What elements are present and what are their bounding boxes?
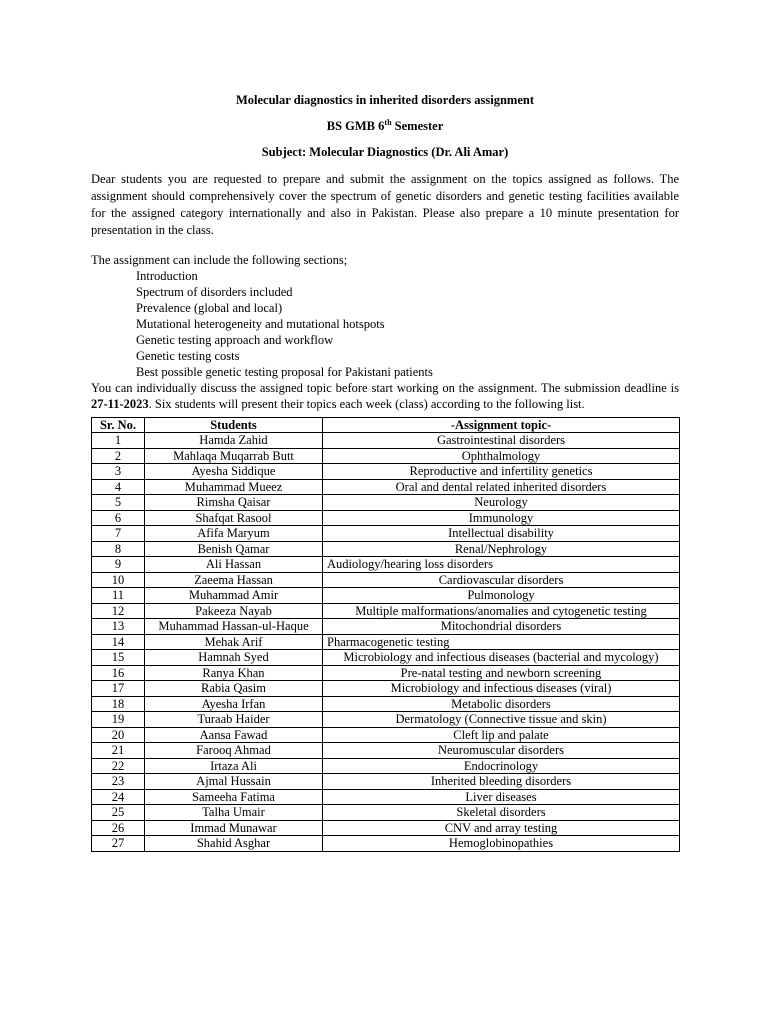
cell-topic: CNV and array testing <box>323 820 680 836</box>
cell-student: Hamda Zahid <box>145 433 323 449</box>
cell-sr-no: 12 <box>92 603 145 619</box>
cell-sr-no: 18 <box>92 696 145 712</box>
cell-student: Ali Hassan <box>145 557 323 573</box>
cell-student: Ayesha Siddique <box>145 464 323 480</box>
table-row <box>92 650 680 666</box>
header-students: Students <box>145 417 323 433</box>
table-row <box>92 758 680 774</box>
subtitle-program: BS GMB 6 <box>326 119 385 133</box>
cell-student: Turaab Haider <box>145 712 323 728</box>
cell-student: Pakeeza Nayab <box>145 603 323 619</box>
cell-sr-no: 6 <box>92 510 145 526</box>
cell-topic: Dermatology (Connective tissue and skin) <box>323 712 680 728</box>
section-item: Prevalence (global and local) <box>136 300 283 315</box>
cell-sr-no: 7 <box>92 526 145 542</box>
cell-student: Benish Qamar <box>145 541 323 557</box>
cell-sr-no: 21 <box>92 743 145 759</box>
cell-student: Hamnah Syed <box>145 650 323 666</box>
cell-topic: Metabolic disorders <box>323 696 680 712</box>
cell-student: Muhammad Amir <box>145 588 323 604</box>
cell-sr-no: 1 <box>92 433 145 449</box>
table-row <box>92 743 680 759</box>
cell-sr-no: 23 <box>92 774 145 790</box>
cell-topic: Multiple malformations/anomalies and cytogenetic testing <box>323 603 680 619</box>
cell-student: Ranya Khan <box>145 665 323 681</box>
cell-sr-no: 25 <box>92 805 145 821</box>
cell-topic: Microbiology and infectious diseases (bacterial and mycology) <box>323 650 680 666</box>
cell-student: Shafqat Rasool <box>145 510 323 526</box>
deadline-paragraph <box>91 380 679 412</box>
cell-sr-no: 9 <box>92 557 145 573</box>
cell-topic: Pharmacogenetic testing <box>323 634 680 650</box>
table-row <box>92 541 680 557</box>
cell-sr-no: 10 <box>92 572 145 588</box>
cell-topic: Immunology <box>323 510 680 526</box>
section-item: Mutational heterogeneity and mutational hotspots <box>136 316 385 331</box>
cell-topic: Pulmonology <box>323 588 680 604</box>
cell-topic: Skeletal disorders <box>323 805 680 821</box>
document-subject: Subject: Molecular Diagnostics (Dr. Ali Amar) <box>261 145 509 159</box>
intro-paragraph: Dear students you are requested to prepare and submit the assignment on the topics assigned as follows. The assignment should comprehensively cover the spectrum of genetic disorders and genetic testing facilities available for the assigned category internationally and also in Pakistan. Please also prepare a 10 minute presentation for presentation in the class. <box>91 172 679 237</box>
document-title: Molecular diagnostics in inherited disorders assignment <box>235 93 535 107</box>
sections-list <box>91 268 679 380</box>
sections-intro: The assignment can include the following sections; <box>91 252 348 267</box>
cell-sr-no: 5 <box>92 495 145 511</box>
cell-topic: Pre-natal testing and newborn screening <box>323 665 680 681</box>
cell-topic: Endocrinology <box>323 758 680 774</box>
table-row <box>92 681 680 697</box>
section-item: Spectrum of disorders included <box>136 284 293 299</box>
cell-topic: Audiology/hearing loss disorders <box>323 557 680 573</box>
table-row <box>92 557 680 573</box>
section-item: Genetic testing approach and workflow <box>136 332 334 347</box>
document-page <box>91 88 679 852</box>
cell-topic: Neurology <box>323 495 680 511</box>
cell-student: Mahlaqa Muqarrab Butt <box>145 448 323 464</box>
subtitle-ordinal: th <box>384 117 392 127</box>
subtitle-semester: Semester <box>391 119 444 133</box>
cell-student: Ayesha Irfan <box>145 696 323 712</box>
cell-student: Muhammad Hassan-ul-Haque <box>145 619 323 635</box>
cell-topic: Neuromuscular disorders <box>323 743 680 759</box>
table-row <box>92 448 680 464</box>
table-row <box>92 572 680 588</box>
cell-topic: Mitochondrial disorders <box>323 619 680 635</box>
cell-sr-no: 13 <box>92 619 145 635</box>
table-row <box>92 712 680 728</box>
cell-student: Aansa Fawad <box>145 727 323 743</box>
cell-student: Rabia Qasim <box>145 681 323 697</box>
cell-sr-no: 14 <box>92 634 145 650</box>
table-row <box>92 774 680 790</box>
cell-student: Afifa Maryum <box>145 526 323 542</box>
cell-topic: Renal/Nephrology <box>323 541 680 557</box>
cell-student: Shahid Asghar <box>145 836 323 852</box>
table-row <box>92 526 680 542</box>
cell-sr-no: 27 <box>92 836 145 852</box>
table-row <box>92 495 680 511</box>
section-item: Best possible genetic testing proposal for Pakistani patients <box>136 364 433 379</box>
cell-student: Farooq Ahmad <box>145 743 323 759</box>
table-row <box>92 464 680 480</box>
cell-sr-no: 16 <box>92 665 145 681</box>
table-header-row <box>92 417 680 433</box>
assignment-table <box>91 417 680 852</box>
cell-sr-no: 2 <box>92 448 145 464</box>
table-row <box>92 510 680 526</box>
cell-topic: Inherited bleeding disorders <box>323 774 680 790</box>
cell-student: Muhammad Mueez <box>145 479 323 495</box>
cell-student: Ajmal Hussain <box>145 774 323 790</box>
cell-topic: Intellectual disability <box>323 526 680 542</box>
cell-topic: Cleft lip and palate <box>323 727 680 743</box>
cell-sr-no: 19 <box>92 712 145 728</box>
deadline-date: 27-11-2023 <box>91 396 149 411</box>
cell-sr-no: 11 <box>92 588 145 604</box>
cell-topic: Gastrointestinal disorders <box>323 433 680 449</box>
deadline-text-end: . Six students will present their topics each week (class) according to the following list. <box>148 396 585 411</box>
table-row <box>92 479 680 495</box>
table-row <box>92 820 680 836</box>
table-row <box>92 696 680 712</box>
cell-sr-no: 17 <box>92 681 145 697</box>
table-row <box>92 588 680 604</box>
cell-sr-no: 4 <box>92 479 145 495</box>
cell-topic: Cardiovascular disorders <box>323 572 680 588</box>
cell-sr-no: 26 <box>92 820 145 836</box>
header-assignment-topic: -Assignment topic- <box>323 417 680 433</box>
cell-topic: Reproductive and infertility genetics <box>323 464 680 480</box>
header-sr-no: Sr. No. <box>92 417 145 433</box>
section-item: Genetic testing costs <box>136 348 240 363</box>
table-row <box>92 433 680 449</box>
document-subtitle <box>91 119 679 135</box>
cell-sr-no: 8 <box>92 541 145 557</box>
table-row <box>92 836 680 852</box>
cell-sr-no: 24 <box>92 789 145 805</box>
assignment-table-body <box>92 433 680 852</box>
section-item: Introduction <box>136 268 198 283</box>
table-row <box>92 727 680 743</box>
cell-topic: Microbiology and infectious diseases (viral) <box>323 681 680 697</box>
deadline-text: You can individually discuss the assigned topic before start working on the assignment. The submission deadline is <box>91 380 679 395</box>
cell-sr-no: 3 <box>92 464 145 480</box>
cell-student: Mehak Arif <box>145 634 323 650</box>
cell-student: Sameeha Fatima <box>145 789 323 805</box>
cell-sr-no: 20 <box>92 727 145 743</box>
cell-topic: Ophthalmology <box>323 448 680 464</box>
table-row <box>92 634 680 650</box>
cell-student: Irtaza Ali <box>145 758 323 774</box>
cell-sr-no: 22 <box>92 758 145 774</box>
cell-sr-no: 15 <box>92 650 145 666</box>
table-row <box>92 619 680 635</box>
cell-student: Immad Munawar <box>145 820 323 836</box>
cell-student: Zaeema Hassan <box>145 572 323 588</box>
table-row <box>92 665 680 681</box>
cell-topic: Hemoglobinopathies <box>323 836 680 852</box>
cell-student: Talha Umair <box>145 805 323 821</box>
table-row <box>92 805 680 821</box>
cell-student: Rimsha Qaisar <box>145 495 323 511</box>
table-row <box>92 603 680 619</box>
table-row <box>92 789 680 805</box>
cell-topic: Liver diseases <box>323 789 680 805</box>
cell-topic: Oral and dental related inherited disorders <box>323 479 680 495</box>
